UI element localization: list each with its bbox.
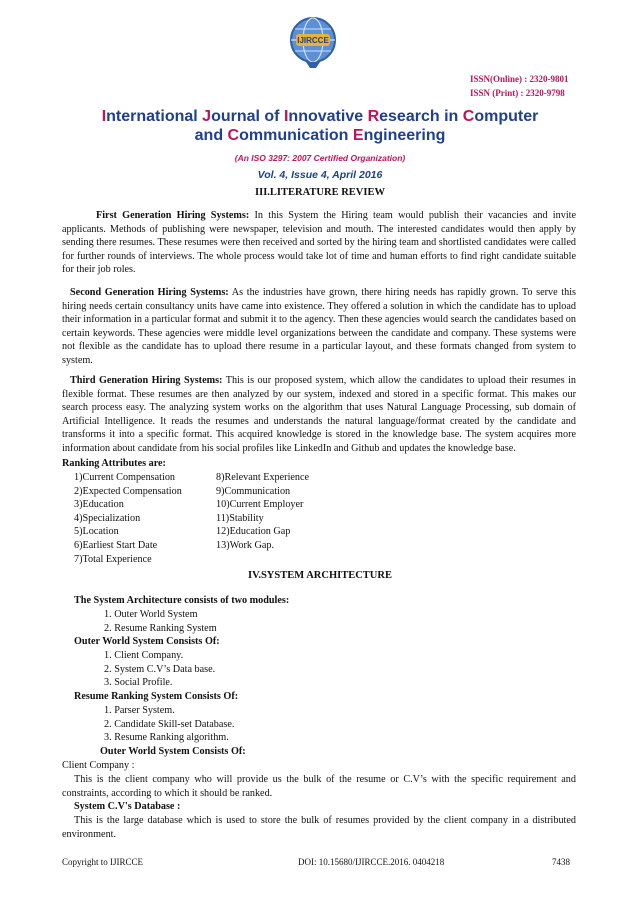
volume-issue: Vol. 4, Issue 4, April 2016 [257,169,383,181]
paragraph-third-generation [62,374,576,456]
ranking-item: 6)Earliest Start Date [74,539,158,551]
ranking-item: 13)Work Gap. [216,539,275,551]
footer-copyright: Copyright to IJIRCCE [62,857,144,867]
cv-database-body [62,814,576,841]
title-word: Computer [462,108,539,125]
list-item: 1. Outer World System [104,609,198,620]
ranking-item: 7)Total Experience [74,553,152,565]
paragraph-body: This is the large database which is used to store the bulk of resumes provided by the client company in a distributed environment. [62,815,576,840]
ranking-item: 4)Specialization [74,512,141,524]
paragraph-title: Second Generation Hiring Systems: [70,287,229,298]
journal-title-line2 [40,127,600,145]
paragraph-second-generation [62,286,576,368]
paragraph-title: Third Generation Hiring Systems: [70,375,223,386]
title-word: Research [367,108,440,125]
ranking-item: 9)Communication [216,485,291,497]
section-heading-literature-review: III.LITERATURE REVIEW [255,187,385,198]
title-word: in [444,108,459,125]
ranking-item: 3)Education [74,499,124,511]
journal-logo [282,12,344,74]
footer-page-number: 7438 [552,857,570,867]
list-item: 3. Resume Ranking algorithm. [104,732,229,744]
paragraph-first-generation [62,209,576,277]
title-word: and [194,127,224,144]
outer-world-list [104,649,215,690]
list-item: 2. Resume Ranking System [104,622,217,634]
issn-print: ISSN (Print) : 2320-9798 [470,88,565,98]
list-item: 3. Social Profile. [104,677,173,689]
logo-text: IJIRCCE [297,36,329,45]
outer-world-heading-2: Outer World System Consists Of: [100,746,246,757]
issn-online: ISSN(Online) : 2320-9801 [470,74,569,84]
ranking-item: 10)Current Employer [216,499,304,511]
ranking-item: 12)Education Gap [216,526,291,538]
ranking-heading: Ranking Attributes are: [62,458,166,469]
title-word: Engineering [352,127,446,144]
list-item: 2. Candidate Skill-set Database. [104,718,235,730]
section-heading-system-architecture: IV.SYSTEM ARCHITECTURE [248,570,392,581]
resume-ranking-heading: Resume Ranking System Consists Of: [74,691,239,702]
title-word: Communication [227,127,349,144]
ranking-item: 5)Location [74,526,119,538]
list-item: 1. Client Company. [104,650,184,661]
modules-heading: The System Architecture consists of two modules: [74,595,290,606]
ranking-item: 8)Relevant Experience [216,472,310,483]
ranking-item: 2)Expected Compensation [74,485,182,497]
list-item: 2. System C.V’s Data base. [104,663,216,675]
list-item: 1. Parser System. [104,705,175,716]
paragraph-title: First Generation Hiring Systems: [96,210,250,221]
cv-database-label: System C.V's Database : [74,801,181,812]
iso-note: (An ISO 3297: 2007 Certified Organization) [234,153,406,163]
paragraph-body: This is our proposed system, which allow the candidates to upload their resumes in flexible format. These resumes are then analyzed by our system, indexed and stored in a specific format. This makes our search process easy. The analyzing system works on the algorithm that uses Natural Language Processing, sub domain of Artificial Intelligence. It reads the resumes and understands the natural language/format created by the candidate and transforms it into a specific format. This acquired knowledge is stored in the knowledge base. The system acquires more information about candidate from his social profiles like LinkedIn and Github and updates the knowledge base. [62,375,577,454]
resume-ranking-list [104,704,234,745]
journal-title-line1 [40,108,600,126]
ranking-item: 11)Stability [216,512,264,524]
title-word: of [264,108,280,125]
paragraph-body: As the industries have grown, there hiring needs has rapidly grown. To serve this hiring needs certain consultancy units have came into existence. They offered a solution in which the candidate has to upload their information in a particular format and submit it to the agency. Then these agencies would search the candidates based on certain keywords. These agencies were middle level organizations between the candidate and company. These systems were not flexible as the candidate has to upload there resume in a particular layout, and these formats changed from system to system. [62,287,577,366]
paragraph-body: In this System the Hiring team would publish their vacancies and invite applicants. Methods of publishing were newspaper, television and mouth. The interested candidates would then apply by sending there resumes. These resumes were then received and sorted by the hiring team and shortlisted candidates were called for further rounds of interviews. The whole process would take lot of time and human efforts to find right candidate suitable for their job roles. [62,210,577,276]
outer-world-heading: Outer World System Consists Of: [74,636,220,647]
title-word: Journal [202,108,260,125]
ranking-list-right [216,471,309,553]
footer-doi: DOI: 10.15680/IJIRCCE.2016. 0404218 [298,857,445,867]
ranking-item: 1)Current Compensation [74,472,176,483]
title-word: Innovative [283,108,364,125]
ranking-list-left [74,471,182,566]
client-company-label: Client Company : [62,760,135,771]
modules-list [104,608,217,635]
title-word: International [101,108,198,125]
paragraph-body: This is the client company who will provide us the bulk of the resume or C.V’s with the specific requirement and constraints, according to which it should be ranked. [62,774,576,799]
client-company-body [62,773,576,800]
